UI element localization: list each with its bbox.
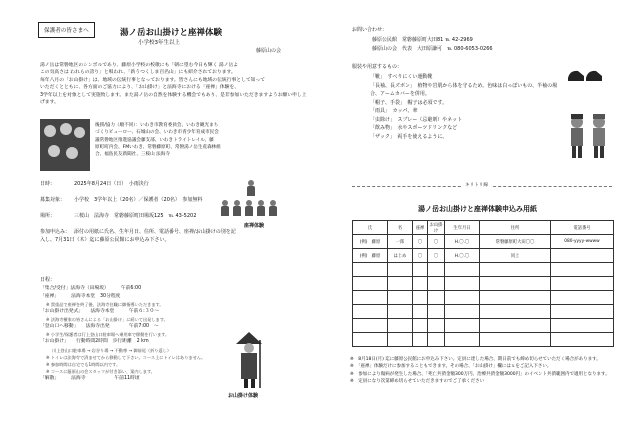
- table-cell[interactable]: [388, 333, 413, 347]
- table-cell[interactable]: [551, 333, 614, 347]
- table-cell[interactable]: [413, 319, 428, 333]
- table-cell[interactable]: [551, 305, 614, 319]
- table-cell[interactable]: [413, 263, 428, 277]
- table-cell[interactable]: [480, 277, 551, 291]
- table-cell[interactable]: [445, 319, 480, 333]
- table-cell: [551, 249, 614, 263]
- gear-item: 「長袖、長ズボン」 植物や岩肌から体を守るため。色味は白っぽいもの、半袖の場合、アームカバーを併用。: [370, 82, 558, 97]
- table-cell[interactable]: [480, 319, 551, 333]
- table-cell[interactable]: [445, 263, 480, 277]
- cut-line-label: キリトリ線: [462, 182, 491, 188]
- table-cell[interactable]: [445, 277, 480, 291]
- table-cell[interactable]: [353, 291, 388, 305]
- table-cell: H.〇.〇: [445, 235, 480, 249]
- col-header: 生年月日: [445, 221, 480, 235]
- contact-kominkan: 藤原公民館 常磐藤原町大田81 ℡ 42-2969: [372, 37, 473, 43]
- mountain-monk-illustration: [232, 330, 266, 390]
- table-cell[interactable]: [413, 333, 428, 347]
- table-cell[interactable]: [428, 291, 445, 305]
- table-cell[interactable]: [551, 291, 614, 305]
- table-cell: (例) 藤原: [353, 249, 388, 263]
- table-cell: 常磐藤原町大田〇〇: [480, 235, 551, 249]
- notice-tag: 保護者の皆さまへ: [38, 22, 95, 38]
- zazen-caption: 座禅体験: [244, 223, 265, 229]
- gear-item: 「ザック」 両手を使えるように。: [370, 133, 448, 140]
- gear-item: 「雨具」 カッパ、傘: [370, 108, 418, 114]
- gear-item: 「虫除け」 スプレー（忌避剤）やネット: [370, 116, 463, 123]
- table-cell[interactable]: [353, 305, 388, 319]
- col-header: 氏: [353, 221, 388, 235]
- application-table: [352, 220, 614, 347]
- okake-caption: お山掛け体験: [228, 393, 259, 399]
- zazen-illustration: [220, 200, 278, 216]
- hikers-illustration: [566, 112, 612, 160]
- schedule-note: ※ トイレは法海寺で済ませてから移動して下さい。コース上にトイレはありません。: [46, 354, 206, 360]
- schedule-item: 「お山掛け」 行動時間2時間 歩行距離 2 km: [40, 339, 149, 345]
- col-header: 座禅: [413, 221, 428, 235]
- table-cell[interactable]: [388, 319, 413, 333]
- table-cell: 〇: [413, 249, 428, 263]
- table-cell: 同上: [480, 249, 551, 263]
- table-cell[interactable]: [428, 319, 445, 333]
- intro-line: 3学年以上を対象として実施致します。また湯ノ岳の自然を体験する機会でもあり、是非参加いただきますようお願い申し上げます。: [40, 92, 307, 106]
- date-row: 日時： 2025年8月24日（日） 小雨決行: [40, 181, 149, 187]
- table-row: [353, 249, 614, 263]
- shoes-illustration: [566, 66, 604, 84]
- col-header: お山掛け: [428, 221, 445, 235]
- notes: [350, 356, 620, 386]
- table-cell[interactable]: [353, 333, 388, 347]
- table-cell: 一郎: [388, 235, 413, 249]
- schedule-item: 「解散」 法海寺 午前11時頃: [40, 376, 140, 382]
- note-item: ※ 「座禅」体験だけに参加することもできます。その場合、「お山掛け」欄にはｘをご記入下さい。: [350, 364, 552, 370]
- table-cell: H.〇.〇: [445, 249, 480, 263]
- table-cell[interactable]: [428, 333, 445, 347]
- table-cell[interactable]: [428, 305, 445, 319]
- table-cell[interactable]: [445, 305, 480, 319]
- table-row: [353, 305, 614, 319]
- schedule-note: ※ 小学生/保護者は行上登山口駐車場へ乗用車で移動を行います。: [46, 332, 170, 338]
- intro-line: 湯ノ岳は常磐地区のシンボルであり、藤原小学校の校歌にも「朝に望む今日も輝く 湯ノ岳よ: [40, 63, 239, 68]
- table-row: [353, 291, 614, 305]
- intro-line: 毎年八月の「お山掛け」は、地域の伝統行事となっております。皆さんにも地域の伝統行事として知って: [40, 77, 266, 83]
- table-cell[interactable]: [428, 277, 445, 291]
- group-photo: [40, 119, 90, 171]
- table-cell[interactable]: [445, 333, 480, 347]
- note-item: ※ 8月18日(月) 迄に藤原公民館にお申込み下さい。定員に達した場合、期日前でも締め切らせていただく場合があります。: [350, 357, 601, 362]
- table-cell[interactable]: [413, 291, 428, 305]
- schedule-note: ※ 法海寺檀家の皆さんによる「お山掛け」に続いて出発します。: [46, 317, 168, 323]
- table-cell[interactable]: [353, 277, 388, 291]
- table-cell[interactable]: [413, 277, 428, 291]
- table-cell[interactable]: [551, 277, 614, 291]
- note-item: ※ 参加により傷病が発生した場合、「死亡共済金額300万円、治療共済金額3000円」のイベント共済範囲内で適用となります。: [350, 371, 610, 377]
- table-cell[interactable]: [480, 263, 551, 277]
- col-header: 電話番号: [551, 221, 614, 235]
- table-cell[interactable]: [388, 291, 413, 305]
- table-cell[interactable]: [413, 305, 428, 319]
- table-cell[interactable]: [480, 305, 551, 319]
- table-cell: 〇: [428, 249, 445, 263]
- intro-line: いただくとともに、各方面のご協力により、「お山掛け」と法海寺における「座禅」体験を、: [40, 85, 240, 91]
- place-row: 場所： 三桜山 法海寺 常磐藤原町田場坂125 ℡ 43-5202: [40, 213, 197, 219]
- contact-title: お問い合わせ：: [352, 27, 388, 33]
- table-cell[interactable]: [428, 263, 445, 277]
- note-item: ※ 定員になり次第締め切らせていただきますのでご了承ください: [350, 379, 485, 385]
- event-subtitle: 小学校3年生以上: [138, 40, 180, 46]
- schedule-item: 「座禅」 法海寺本堂 30分程度: [40, 293, 121, 299]
- table-cell[interactable]: [353, 263, 388, 277]
- table-row: [353, 319, 614, 333]
- col-header: 住所: [480, 221, 551, 235]
- table-row: [353, 263, 614, 277]
- table-cell: (例) 藤原: [353, 235, 388, 249]
- table-cell[interactable]: [388, 263, 413, 277]
- table-cell: はじめ: [388, 249, 413, 263]
- table-row: [353, 277, 614, 291]
- table-cell[interactable]: [480, 333, 551, 347]
- table-cell[interactable]: [388, 277, 413, 291]
- table-cell[interactable]: [353, 319, 388, 333]
- table-header-row: [353, 221, 614, 235]
- form-title: 湯ノ岳お山掛けと座禅体験申込み用紙: [418, 205, 537, 213]
- schedule-item: 「登山口へ移動」 法海寺出発 午前7:00 ～: [40, 324, 159, 330]
- table-cell[interactable]: [388, 305, 413, 319]
- schedule-item: 「お山掛け出発式」 法海寺本堂 午前６:３０～: [40, 308, 160, 314]
- gear-item: 「飲み物」 水やスポーツドリンクなど: [370, 125, 458, 131]
- schedule-route: 川上登山口駐車場 → 岩谷り場 → 不動尊 → 御前尾（折り返し）: [52, 347, 172, 353]
- gear-list: [370, 73, 560, 141]
- intro-line: この気高さは われらの誇り」と唄われ、「新うつくしま百名山」にも紹介されております。: [40, 70, 236, 76]
- table-cell[interactable]: [551, 319, 614, 333]
- intro-text: [40, 62, 310, 107]
- schedule-note: ※ 参加時間は自宅でも1時間以内です。: [46, 361, 121, 367]
- table-cell[interactable]: [551, 263, 614, 277]
- gear-title: 服装や用意するもの：: [352, 64, 403, 70]
- schedule-title: 日程：: [40, 277, 56, 283]
- recruit-row: 募集対象： 小学校 3学年以上（20名）／保護者（20名） 参加無料: [40, 197, 203, 203]
- table-cell[interactable]: [445, 291, 480, 305]
- apply-row: 参加申込み： 添付の用紙に氏名、生年月日、住所、電話番号、座禅/お山掛けの別を記入し、7月31日（木）迄に藤原公民館にお申込み下さい。: [40, 229, 236, 243]
- contact-yamanokai: 藤原山の会 代表 大田原謙可 ℡ 080-6053-0266: [372, 46, 493, 52]
- schedule-note: ※ コースに藤原山の会スタッフが付き添い、案内します。: [46, 369, 155, 375]
- table-cell: 〇: [413, 235, 428, 249]
- schedule-item: 「集合/受付」法海寺（田場坂） 午前6:00: [40, 285, 142, 291]
- table-cell: 〇: [428, 235, 445, 249]
- col-header: 名: [388, 221, 413, 235]
- monk-figure: [246, 180, 256, 196]
- gear-item: 「靴」 すべりにくい運動靴: [370, 74, 433, 80]
- table-row: [353, 235, 614, 249]
- table-row: [353, 333, 614, 347]
- event-title: 湯ノ岳お山掛けと座禅体験: [120, 28, 223, 38]
- sponsors-text: 後援/協力（順不同）：いわき市教育委員会、いわき観光まち づくりビューロー、石城山の会、いわき市青少年育成市民会 議常磐地区推進協議会藤支部、いわきトライトレイル、藤 原町町内会、FMいわき、常磐藤原町、常磐湯ノ岳生産森林組 合、福島民友新聞社、三桜山 法海寺: [95, 123, 221, 158]
- table-cell[interactable]: [480, 291, 551, 305]
- schedule-note: ※ 貴重品で座禅を終了後、法海寺住職に御指導いただきます。: [46, 301, 164, 307]
- organizer: 藤原山の会: [256, 48, 282, 54]
- gear-item: 「帽子、手袋」 帽子は必須です。: [370, 99, 448, 106]
- schedule: [40, 276, 230, 383]
- table-cell: 080-yyyy-wwww: [551, 235, 614, 249]
